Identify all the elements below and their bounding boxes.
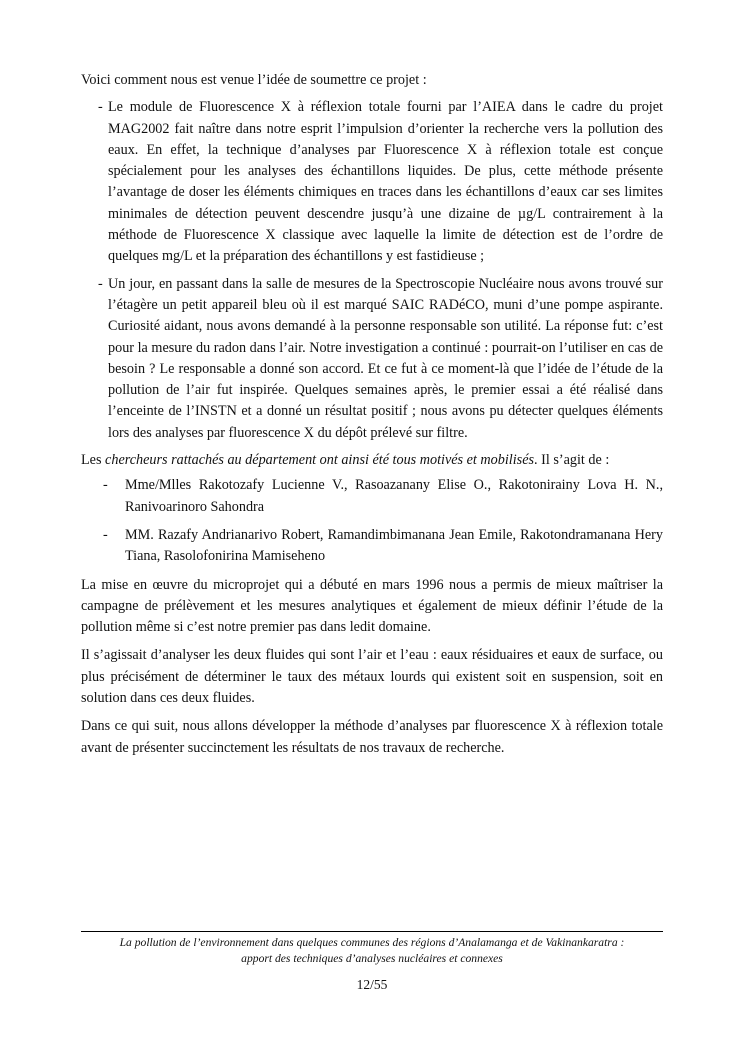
paragraph-outline: Dans ce qui suit, nous allons développer la méthode d’analyses par fluorescence X à réflexion totale avant de présenter succinctement les résultats de nos travaux de recherche.	[81, 718, 663, 756]
researchers-names: MM. Razafy Andrianarivo Robert, Ramandimbimanana Jean Emile, Rakotondramanana Hery Tiana, Rasolofonirina Mamiseheno	[125, 526, 663, 565]
dash-marker: -	[103, 477, 108, 494]
reason-text: Un jour, en passant dans la salle de mesures de la Spectroscopie Nucléaire nous avons trouvé sur l’étagère un petit appareil bleu où il est marqué SAIC RADéCO, muni d’une pompe aspirante. Curiosité aidant, nous avons demandé à la personne responsable son utilité. La réponse fut: c’est pour la mesure du radon dans l’air. Notre investigation a continué : pourrait-on l’utiliser en cas de besoin ? Le responsable a donné son accord. Et ce fut à ce moment-là que l’idée de l’étude de la pollution de l’air fut inspirée. Quelques semaines après, le premier essai a été réalisé dans l’enceinte de l’INSTN et a donné un résultat positif ; nous avons pu détecter quelques éléments lors des analyses par fluorescence X du dépôt prélevé sur filtre.	[108, 275, 663, 441]
dash-marker: -	[103, 526, 108, 543]
researchers-lead	[81, 450, 663, 471]
reason-item-1	[81, 97, 663, 267]
footer-line-2: apport des techniques d’analyses nucléaires et connexes	[241, 952, 503, 965]
researchers-item-1	[81, 475, 663, 518]
lead-prefix: Les	[81, 452, 106, 469]
dash-marker: -	[98, 275, 103, 292]
lead-suffix: . Il s’agit de :	[534, 452, 610, 469]
researchers-item-2	[81, 525, 663, 568]
running-footer	[81, 931, 663, 967]
footer-line-1: La pollution de l’environnement dans quelques communes des régions d’Analamanga et de Vakinankaratra :	[119, 936, 625, 949]
reason-text: Le module de Fluorescence X à réflexion totale fourni par l’AIEA dans le cadre du projet MAG2002 fait naître dans notre esprit l’impulsion d’orienter la recherche vers la pollution des eaux. En effet, la technique d’analyses par Fluorescence X à réflexion totale est conçue spécialement pour les analyses des échantillons liquides. De plus, cette méthode présente l’avantage de doser les éléments chimiques en traces dans les échantillons d’eaux car ses limites minimales de détection peuvent descendre jusqu’à une dizaine de µg/L contrairement à la méthode de Fluorescence X classique avec laquelle la limite de détection est de l’ordre de quelques mg/L et la préparation des échantillons y est fastidieuse ;	[108, 99, 663, 265]
reason-item-2	[81, 274, 663, 444]
document-body	[81, 70, 663, 766]
page-number: 12/55	[356, 977, 388, 992]
paragraph-microproject: La mise en œuvre du microprojet qui a débuté en mars 1996 nous a permis de mieux maîtriser la campagne de prélèvement et les mesures analytiques et également de mieux définir l’étude de la pollution même si c’est notre premier pas dans ledit domaine.	[81, 576, 663, 636]
intro-sentence: Voici comment nous est venue l’idée de soumettre ce projet :	[81, 72, 427, 88]
paragraph-fluids: Il s’agissait d’analyser les deux fluides qui sont l’air et l’eau : eaux résiduaires et eaux de surface, ou plus précisément de déterminer le taux des métaux lourds qui existent soit en suspension, soit en solution dans ces deux fluides.	[81, 647, 663, 707]
lead-italic: chercheurs rattachés au département ont ainsi été tous motivés et mobilisés	[105, 452, 535, 469]
dash-marker: -	[98, 99, 103, 116]
researchers-names: Mme/Mlles Rakotozafy Lucienne V., Rasoazanany Elise O., Rakotonirainy Lova H. N., Ranivoarinoro Sahondra	[125, 477, 663, 515]
